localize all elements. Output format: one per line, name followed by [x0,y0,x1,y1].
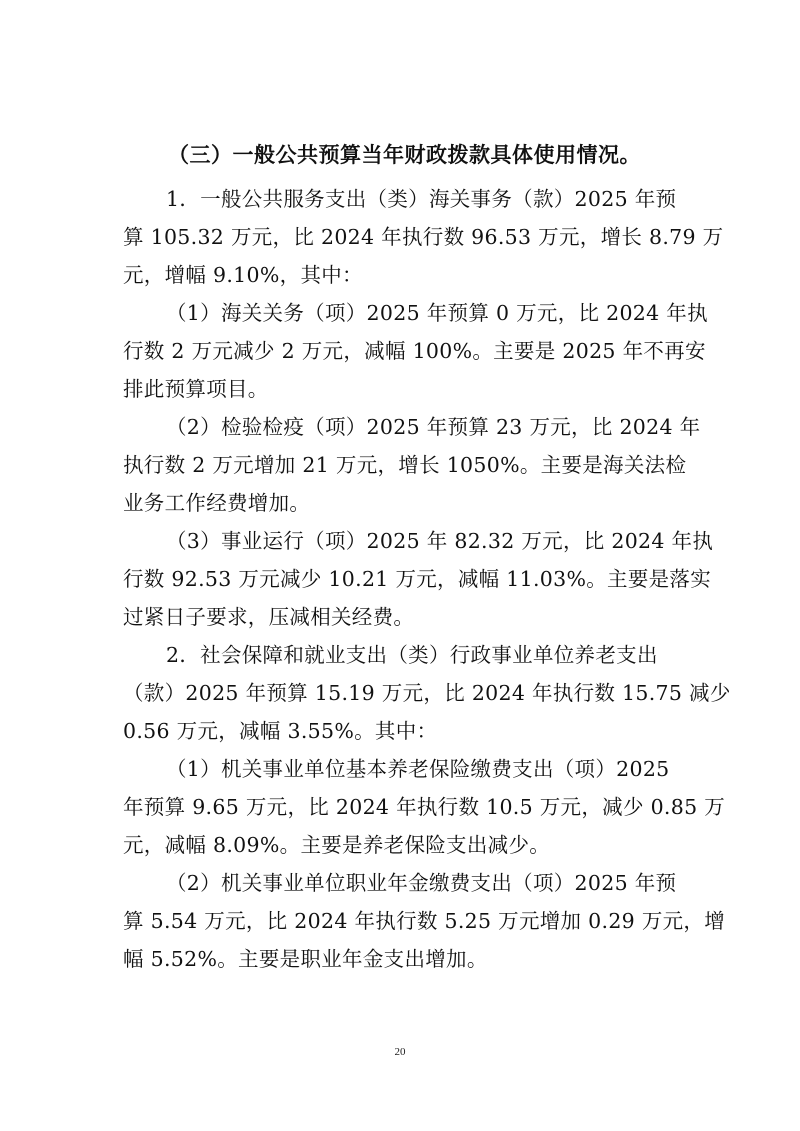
paragraph-3-line-2: 执行数 2 万元增加 21 万元，增长 1050%。主要是海关法检 [123,453,687,477]
paragraph-3-line-3: 业务工作经费增加。 [123,491,311,515]
paragraph-1-line-1: 1．一般公共服务支出（类）海关事务（款）2025 年预 [166,187,677,211]
paragraph-5-line-1: 2．社会保障和就业支出（类）行政事业单位养老支出 [166,643,658,667]
paragraph-1-line-2: 算 105.32 万元，比 2024 年执行数 96.53 万元，增长 8.79 万 [123,225,724,249]
section-heading: （三）一般公共预算当年财政拨款具体使用情况。 [168,143,641,167]
paragraph-4-line-2: 行数 92.53 万元减少 10.21 万元，减幅 11.03%。主要是落实 [123,567,712,591]
paragraph-4-line-3: 过紧日子要求，压减相关经费。 [123,605,415,629]
paragraph-6-line-3: 元，减幅 8.09%。主要是养老保险支出减少。 [123,833,551,857]
page-number: 20 [394,1046,406,1058]
paragraph-7-line-3: 幅 5.52%。主要是职业年金支出增加。 [123,947,488,971]
paragraph-5-line-3: 0.56 万元，减幅 3.55%。其中： [123,719,438,743]
paragraph-2-line-1: （1）海关关务（项）2025 年预算 0 万元，比 2024 年执 [166,301,708,325]
paragraph-3-line-1: （2）检验检疫（项）2025 年预算 23 万元，比 2024 年 [166,415,701,439]
paragraph-4-line-1: （3）事业运行（项）2025 年 82.32 万元，比 2024 年执 [166,529,714,553]
paragraph-2-line-2: 行数 2 万元减少 2 万元，减幅 100%。主要是 2025 年不再安 [123,339,706,363]
paragraph-7-line-1: （2）机关事业单位职业年金缴费支出（项）2025 年预 [166,871,677,895]
paragraph-2-line-3: 排此预算项目。 [123,377,269,401]
paragraph-1-line-3: 元，增幅 9.10%，其中： [123,263,363,287]
paragraph-6-line-1: （1）机关事业单位基本养老保险缴费支出（项）2025 [166,757,670,781]
paragraph-7-line-2: 算 5.54 万元，比 2024 年执行数 5.25 万元增加 0.29 万元，增 [123,909,726,933]
paragraph-5-line-2: （款）2025 年预算 15.19 万元，比 2024 年执行数 15.75 减少 [123,681,731,705]
paragraph-6-line-2: 年预算 9.65 万元，比 2024 年执行数 10.5 万元，减少 0.85 万 [123,795,726,819]
